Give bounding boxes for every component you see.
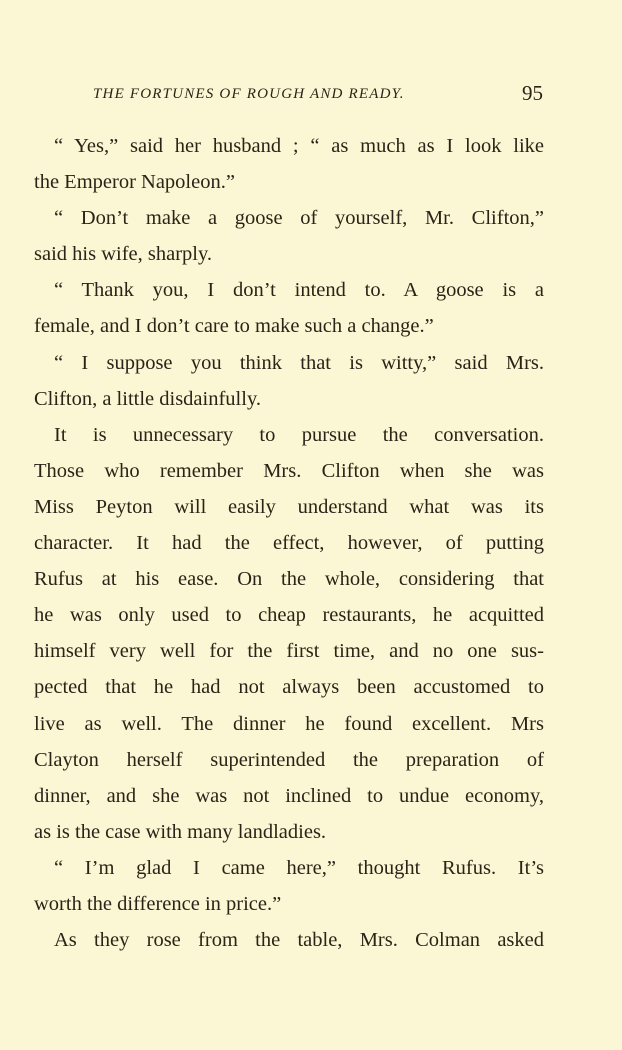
- text-line: Rufus at his ease. On the whole, considering that: [34, 568, 544, 591]
- text-line: As they rose from the table, Mrs. Colman asked: [54, 929, 544, 952]
- body-text: [34, 128, 544, 958]
- text-line: said his wife, sharply.: [34, 243, 213, 266]
- text-line: female, and I don’t care to make such a change.”: [34, 315, 434, 338]
- text-line: dinner, and she was not inclined to undue economy,: [34, 784, 544, 807]
- text-line: Clifton, a little disdainfully.: [34, 387, 261, 410]
- running-header: [93, 81, 543, 108]
- text-line: Those who remember Mrs. Clifton when she was: [34, 459, 544, 482]
- text-line: “ I’m glad I came here,” thought Rufus. It’s: [54, 856, 544, 879]
- text-line: “ Don’t make a goose of yourself, Mr. Clifton,”: [54, 207, 544, 230]
- text-line: as is the case with many landladies.: [34, 820, 327, 843]
- text-line: Miss Peyton will easily understand what was its: [34, 495, 544, 518]
- text-line: Clayton herself superintended the preparation of: [34, 748, 544, 771]
- text-line: It is unnecessary to pursue the conversation.: [54, 423, 544, 446]
- running-title: THE FORTUNES OF ROUGH AND READY.: [93, 86, 405, 102]
- text-line: worth the difference in price.”: [34, 892, 282, 915]
- text-line: “ Thank you, I don’t intend to. A goose is a: [54, 279, 544, 302]
- text-line: himself very well for the first time, and no one sus-: [34, 640, 544, 663]
- text-line: the Emperor Napoleon.”: [34, 171, 235, 194]
- text-line: live as well. The dinner he found excellent. Mrs: [34, 712, 544, 735]
- page-number: 95: [522, 81, 543, 105]
- text-line: character. It had the effect, however, of putting: [34, 532, 544, 555]
- text-line: “ Yes,” said her husband ; “ as much as I look like: [54, 135, 544, 157]
- text-line: he was only used to cheap restaurants, he acquitted: [34, 604, 544, 627]
- text-line: “ I suppose you think that is witty,” said Mrs.: [54, 351, 544, 374]
- text-line: pected that he had not always been accustomed to: [34, 676, 544, 699]
